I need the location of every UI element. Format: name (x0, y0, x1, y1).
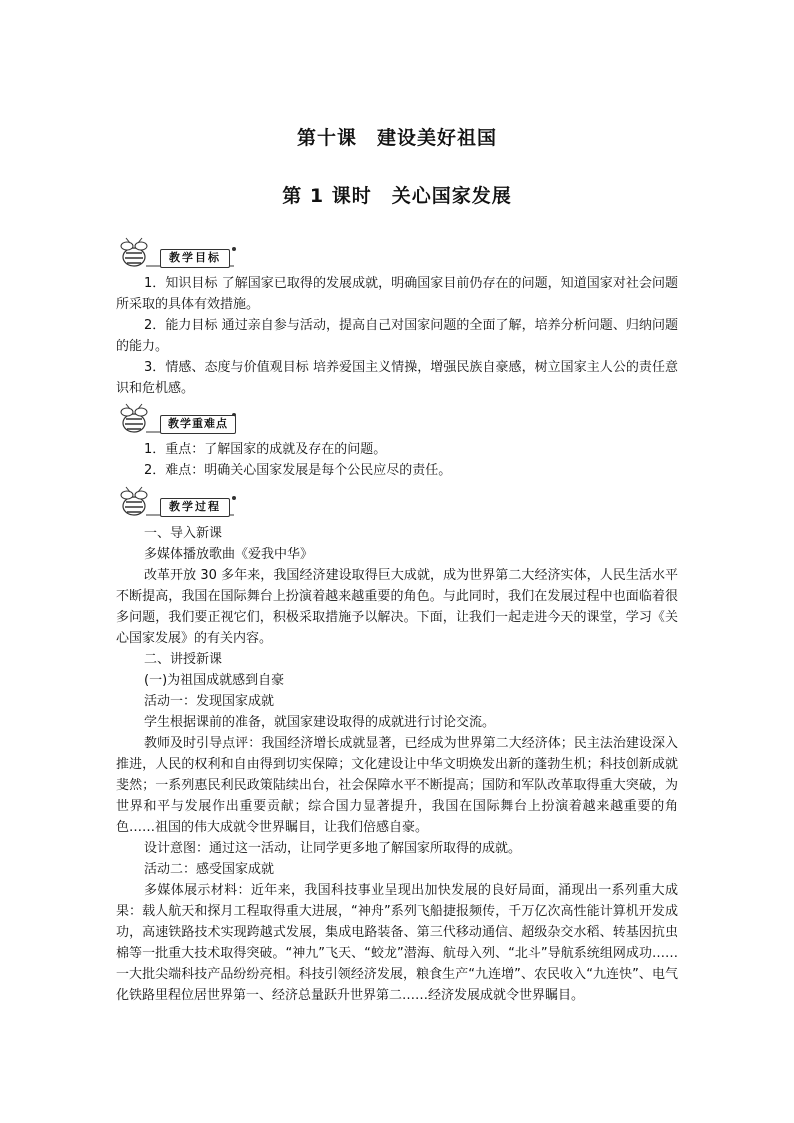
section-tag-goals (116, 237, 236, 271)
goal-2: 2．能力目标 通过亲自参与活动，提高自己对国家问题的全面了解，培养分析问题、归纳问题的能力。 (116, 318, 678, 354)
period-title: 第 1 课时 关心国家发展 (282, 185, 512, 207)
keypoints-tag-label: 教学重难点 (160, 415, 236, 434)
intro-media: 多媒体播放歌曲《爱我中华》 (144, 547, 314, 562)
media-material: 多媒体展示材料：近年来，我国科技事业呈现出加快发展的良好局面，涌现出一系列重大成果：载人航天和探月工程取得重大进展，“神舟”系列飞船捷报频传，千万亿次高性能计算机开发成功，高速铁路技术实现跨越式发展，集成电路装备、第三代移动通信、超级杂交水稻、转基因抗虫棉等一批重大技术取得突破。“神九”飞天、“蛟龙”潜海、航母入列、“北斗”导航系统组网成功……一大批尖端科技产品纷纷亮相。科技引领经济发展，粮食生产“九连增”、农民收入“九连快”、电气化铁路里程位居世界第一、经济总量跃升世界第二……经济发展成就令世界瞩目。 (116, 883, 678, 1003)
activity-1-text: 学生根据课前的准备，就国家建设取得的成就进行讨论交流。 (144, 715, 496, 730)
keypoint-1: 1．重点：了解国家的成就及存在的问题。 (144, 442, 387, 457)
goals-tag-label: 教学目标 (160, 249, 230, 268)
sub-heading: (一)为祖国成就感到自豪 (144, 673, 285, 688)
section-tag-process (116, 486, 236, 520)
keypoint-2: 2．难点：明确关心国家发展是每个公民应尽的责任。 (144, 463, 452, 478)
activity-1-title: 活动一：发现国家成就 (144, 694, 275, 709)
section-tag-keypoints (116, 403, 236, 437)
design-intent: 设计意图：通过这一活动，让同学更多地了解国家所取得的成就。 (144, 841, 522, 856)
lesson-title: 第十课 建设美好祖国 (296, 127, 497, 149)
activity-2-title: 活动二：感受国家成就 (144, 862, 275, 877)
new-lesson-heading: 二、讲授新课 (144, 652, 223, 667)
process-tag-label: 教学过程 (160, 498, 230, 517)
goal-1: 1．知识目标 了解国家已取得的发展成就，明确国家目前仍存在的问题，知道国家对社会问题所采取的具体有效措施。 (116, 276, 678, 312)
intro-heading: 一、导入新课 (144, 526, 223, 541)
teacher-comment: 教师及时引导点评：我国经济增长成就显著，已经成为世界第二大经济体；民主法治建设深入推进，人民的权利和自由得到切实保障；文化建设让中华文明焕发出新的蓬勃生机；科技创新成就斐然；一系列惠民利民政策陆续出台，社会保障水平不断提高；国防和军队改革取得重大突破，为世界和平与发展作出重要贡献；综合国力显著提升，我国在国际舞台上扮演着越来越重要的角色……祖国的伟大成就令世界瞩目，让我们倍感自豪。 (116, 736, 678, 835)
intro-text: 改革开放 30 多年来，我国经济建设取得巨大成就，成为世界第二大经济实体，人民生活水平不断提高，我国在国际舞台上扮演着越来越重要的角色。与此同时，我们在发展过程中也面临着很多问题，我们要正视它们，积极采取措施予以解决。下面，让我们一起走进今天的课堂，学习《关心国家发展》的有关内容。 (116, 568, 678, 646)
goal-3: 3．情感、态度与价值观目标 培养爱国主义情操，增强民族自豪感，树立国家主人公的责任意识和危机感。 (116, 360, 678, 396)
